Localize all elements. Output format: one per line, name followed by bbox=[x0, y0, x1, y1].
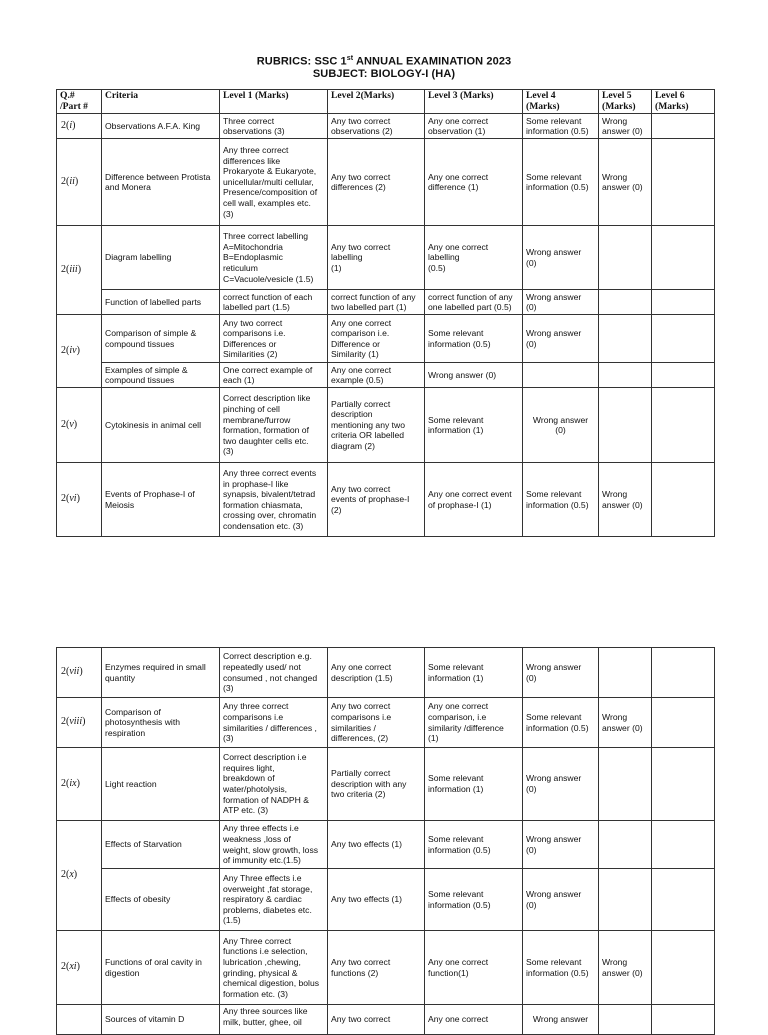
level-1-cell: Any three correct differences like Prokaryote & Eukaryote, unicellular/multi cellular, Presence/composition of cell wall, examples etc. (3) bbox=[220, 139, 328, 226]
level-5-cell bbox=[599, 290, 652, 315]
rubric-table-1 bbox=[56, 89, 715, 537]
title-text: RUBRICS: SSC 1 bbox=[256, 55, 347, 68]
level-3-cell: Some relevant information (0.5) bbox=[425, 821, 523, 869]
rubric-title bbox=[0, 55, 768, 68]
q-part: viii bbox=[69, 716, 83, 728]
level-3-cell: Any one correct function(1) bbox=[425, 931, 523, 1005]
level-6-cell bbox=[652, 931, 715, 1005]
q-suffix: ) bbox=[73, 869, 78, 881]
level-6-cell bbox=[652, 114, 715, 139]
question-number bbox=[57, 648, 102, 698]
criteria-cell: Diagram labelling bbox=[102, 226, 220, 290]
level-2-cell: Any two effects (1) bbox=[328, 869, 425, 931]
level-5-cell bbox=[599, 315, 652, 363]
q-part: iii bbox=[69, 263, 78, 275]
q-suffix: ) bbox=[73, 418, 78, 430]
criteria-cell: Enzymes required in small quantity bbox=[102, 648, 220, 698]
question-number bbox=[57, 315, 102, 388]
q-part: ii bbox=[69, 175, 75, 187]
header-criteria: Criteria bbox=[102, 90, 220, 114]
q-prefix: 2( bbox=[61, 666, 70, 678]
table-row bbox=[57, 1005, 715, 1035]
level-4-cell: Some relevant information (0.5) bbox=[523, 931, 599, 1005]
level-2-cell: Partially correct description with any two criteria (2) bbox=[328, 748, 425, 821]
table-row bbox=[57, 290, 715, 315]
level-4-cell: Wrong answer (0) bbox=[523, 290, 599, 315]
level-5-cell bbox=[599, 226, 652, 290]
criteria-cell: Difference between Protista and Monera bbox=[102, 139, 220, 226]
criteria-cell: Examples of simple & compound tissues bbox=[102, 363, 220, 388]
level-6-cell bbox=[652, 748, 715, 821]
question-number bbox=[57, 748, 102, 821]
q-suffix: ) bbox=[76, 344, 80, 356]
level-1-cell: Any two correct comparisons i.e. Differences or Similarities (2) bbox=[220, 315, 328, 363]
level-4-cell: Wrong answer (0) bbox=[523, 748, 599, 821]
q-prefix: 2( bbox=[61, 716, 70, 728]
q-prefix: 2( bbox=[61, 869, 70, 881]
criteria-cell: Effects of Starvation bbox=[102, 821, 220, 869]
q-prefix: 2( bbox=[61, 493, 70, 505]
subject-title: SUBJECT: BIOLOGY-I (HA) bbox=[312, 68, 456, 80]
level-5-cell bbox=[599, 363, 652, 388]
table-row bbox=[57, 648, 715, 698]
question-number bbox=[57, 139, 102, 226]
level-5-cell: Wrong answer (0) bbox=[599, 698, 652, 748]
q-suffix: ) bbox=[76, 493, 80, 505]
question-number bbox=[57, 821, 102, 931]
table-row bbox=[57, 388, 715, 463]
q-prefix: 2( bbox=[61, 418, 70, 430]
level-3-cell: Any one correct event of prophase-I (1) bbox=[425, 463, 523, 537]
q-suffix: ) bbox=[72, 119, 76, 131]
level-4-cell: Wrong answer (0) bbox=[523, 315, 599, 363]
question-number bbox=[57, 463, 102, 537]
level-6-cell bbox=[652, 315, 715, 363]
level-5-cell: Wrong answer (0) bbox=[599, 931, 652, 1005]
criteria-cell: Cytokinesis in animal cell bbox=[102, 388, 220, 463]
q-part: x bbox=[69, 869, 74, 881]
table-row bbox=[57, 226, 715, 290]
level-1-cell: Three correct observations (3) bbox=[220, 114, 328, 139]
level-6-cell bbox=[652, 648, 715, 698]
header-q-part: Q.# /Part # bbox=[57, 90, 102, 114]
level-3-cell: Any one correct labelling (0.5) bbox=[425, 226, 523, 290]
q-prefix: 2( bbox=[61, 344, 70, 356]
level-2-cell: Any two correct comparisons i.e similarities / differences, (2) bbox=[328, 698, 425, 748]
q-suffix: ) bbox=[74, 175, 79, 187]
q-prefix: 2( bbox=[61, 175, 70, 187]
level-4-cell: Some relevant information (0.5) bbox=[523, 114, 599, 139]
level-6-cell bbox=[652, 388, 715, 463]
table-row bbox=[57, 114, 715, 139]
header-level-2: Level 2(Marks) bbox=[328, 90, 425, 114]
question-number bbox=[57, 388, 102, 463]
q-prefix: 2( bbox=[61, 263, 70, 275]
level-6-cell bbox=[652, 463, 715, 537]
criteria-cell: Effects of obesity bbox=[102, 869, 220, 931]
header-level-3: Level 3 (Marks) bbox=[425, 90, 523, 114]
header-level-5: Level 5 (Marks) bbox=[599, 90, 652, 114]
level-6-cell bbox=[652, 821, 715, 869]
level-2-cell: Any two correct bbox=[328, 1005, 425, 1035]
level-6-cell bbox=[652, 698, 715, 748]
q-prefix: 2( bbox=[61, 119, 70, 131]
question-number bbox=[57, 226, 102, 315]
q-suffix: ) bbox=[76, 961, 80, 973]
level-2-cell: Any two correct observations (2) bbox=[328, 114, 425, 139]
level-5-cell bbox=[599, 388, 652, 463]
question-number bbox=[57, 698, 102, 748]
level-5-cell: Wrong answer (0) bbox=[599, 114, 652, 139]
level-2-cell: Partially correct description mentioning any two criteria OR labelled diagram (2) bbox=[328, 388, 425, 463]
table-row bbox=[57, 931, 715, 1005]
level-4-cell: Some relevant information (0.5) bbox=[523, 463, 599, 537]
q-prefix: 2( bbox=[61, 777, 70, 789]
level-3-cell: Some relevant information (1) bbox=[425, 388, 523, 463]
level-4-cell bbox=[523, 363, 599, 388]
level-5-cell: Wrong answer (0) bbox=[599, 139, 652, 226]
table-row bbox=[57, 869, 715, 931]
level-5-cell bbox=[599, 748, 652, 821]
table-row bbox=[57, 363, 715, 388]
level-3-cell: Some relevant information (0.5) bbox=[425, 869, 523, 931]
level-4-cell: Wrong answer (0) bbox=[523, 388, 599, 463]
criteria-cell: Comparison of simple & compound tissues bbox=[102, 315, 220, 363]
criteria-cell: Comparison of photosynthesis with respiration bbox=[102, 698, 220, 748]
q-prefix: 2( bbox=[61, 961, 70, 973]
header-level-1: Level 1 (Marks) bbox=[220, 90, 328, 114]
criteria-cell: Functions of oral cavity in digestion bbox=[102, 931, 220, 1005]
level-5-cell: Wrong answer (0) bbox=[599, 463, 652, 537]
q-suffix: ) bbox=[79, 666, 83, 678]
level-6-cell bbox=[652, 1005, 715, 1035]
level-1-cell: One correct example of each (1) bbox=[220, 363, 328, 388]
criteria-cell: Light reaction bbox=[102, 748, 220, 821]
level-2-cell: Any two correct functions (2) bbox=[328, 931, 425, 1005]
table-row bbox=[57, 315, 715, 363]
level-1-cell: Any three correct comparisons i.e similarities / differences , (3) bbox=[220, 698, 328, 748]
level-2-cell: Any two correct labelling (1) bbox=[328, 226, 425, 290]
level-6-cell bbox=[652, 139, 715, 226]
level-1-cell: Correct description like pinching of cell membrane/furrow formation, formation of two daughter cells etc. (3) bbox=[220, 388, 328, 463]
level-6-cell bbox=[652, 869, 715, 931]
q-part: vi bbox=[69, 493, 77, 505]
level-3-cell: Wrong answer (0) bbox=[425, 363, 523, 388]
level-3-cell: Any one correct bbox=[425, 1005, 523, 1035]
table-row bbox=[57, 748, 715, 821]
level-2-cell: Any two correct differences (2) bbox=[328, 139, 425, 226]
level-4-cell: Wrong answer (0) bbox=[523, 226, 599, 290]
level-2-cell: Any one correct comparison i.e. Difference or Similarity (1) bbox=[328, 315, 425, 363]
level-5-cell bbox=[599, 648, 652, 698]
level-2-cell: Any one correct description (1.5) bbox=[328, 648, 425, 698]
question-number bbox=[57, 114, 102, 139]
level-6-cell bbox=[652, 363, 715, 388]
level-1-cell: Any three correct events in prophase-I like synapsis, bivalent/tetrad formation chiasmata, crossing over, chromatin condensation etc. (3) bbox=[220, 463, 328, 537]
level-4-cell: Wrong answer (0) bbox=[523, 869, 599, 931]
level-1-cell: correct function of each labelled part (1.5) bbox=[220, 290, 328, 315]
title-text-rest: ANNUAL EXAMINATION 2023 bbox=[353, 55, 512, 68]
question-number bbox=[57, 1005, 102, 1035]
q-part: xi bbox=[69, 961, 77, 973]
level-5-cell bbox=[599, 869, 652, 931]
title-superscript: st bbox=[346, 55, 354, 62]
header-level-4: Level 4 (Marks) bbox=[523, 90, 599, 114]
level-2-cell: correct function of any two labelled part (1) bbox=[328, 290, 425, 315]
table-row bbox=[57, 698, 715, 748]
question-number bbox=[57, 931, 102, 1005]
level-4-cell: Wrong answer (0) bbox=[523, 821, 599, 869]
q-part: ix bbox=[69, 777, 77, 789]
level-2-cell: Any two correct events of prophase-I (2) bbox=[328, 463, 425, 537]
level-4-cell: Some relevant information (0.5) bbox=[523, 698, 599, 748]
table-row bbox=[57, 821, 715, 869]
level-3-cell: Some relevant information (1) bbox=[425, 748, 523, 821]
level-4-cell: Some relevant information (0.5) bbox=[523, 139, 599, 226]
level-4-cell: Wrong answer bbox=[523, 1005, 599, 1035]
level-3-cell: Any one correct comparison, i.e similarity /difference (1) bbox=[425, 698, 523, 748]
level-3-cell: correct function of any one labelled part (0.5) bbox=[425, 290, 523, 315]
table-row bbox=[57, 139, 715, 226]
criteria-cell: Sources of vitamin D bbox=[102, 1005, 220, 1035]
header-level-6: Level 6 (Marks) bbox=[652, 90, 715, 114]
level-1-cell: Any Three correct functions i.e selection, lubrication ,chewing, grinding, physical & chemical digestion, bolus formation etc. (3) bbox=[220, 931, 328, 1005]
q-part: i bbox=[69, 119, 73, 131]
q-suffix: ) bbox=[76, 777, 80, 789]
level-3-cell: Some relevant information (0.5) bbox=[425, 315, 523, 363]
level-3-cell: Any one correct difference (1) bbox=[425, 139, 523, 226]
rubric-table-2 bbox=[56, 647, 715, 1035]
level-1-cell: Correct description e.g. repeatedly used/ not consumed , not changed (3) bbox=[220, 648, 328, 698]
q-part: vii bbox=[69, 666, 80, 678]
level-1-cell: Three correct labelling A=Mitochondria B=Endoplasmic reticulum C=Vacuole/vesicle (1.5) bbox=[220, 226, 328, 290]
level-1-cell: Any three effects i.e weakness ,loss of weight, slow growth, loss of immunity etc.(1.5) bbox=[220, 821, 328, 869]
q-suffix: ) bbox=[77, 263, 82, 275]
table-row bbox=[57, 463, 715, 537]
level-3-cell: Any one correct observation (1) bbox=[425, 114, 523, 139]
level-5-cell bbox=[599, 1005, 652, 1035]
q-part: iv bbox=[69, 344, 77, 356]
level-6-cell bbox=[652, 290, 715, 315]
level-4-cell: Wrong answer (0) bbox=[523, 648, 599, 698]
criteria-cell: Function of labelled parts bbox=[102, 290, 220, 315]
level-2-cell: Any one correct example (0.5) bbox=[328, 363, 425, 388]
table-header-row bbox=[57, 90, 715, 114]
criteria-cell: Events of Prophase-I of Meiosis bbox=[102, 463, 220, 537]
level-1-cell: Any three sources like milk, butter, ghee, oil bbox=[220, 1005, 328, 1035]
level-5-cell bbox=[599, 821, 652, 869]
level-1-cell: Correct description i.e requires light, breakdown of water/photolysis, formation of NADPH & ATP etc. (3) bbox=[220, 748, 328, 821]
q-part: v bbox=[69, 418, 74, 430]
level-6-cell bbox=[652, 226, 715, 290]
level-2-cell: Any two effects (1) bbox=[328, 821, 425, 869]
q-suffix: ) bbox=[82, 716, 86, 728]
level-3-cell: Some relevant information (1) bbox=[425, 648, 523, 698]
level-1-cell: Any Three effects i.e overweight ,fat storage, respiratory & cardiac problems, diabetes etc. (1.5) bbox=[220, 869, 328, 931]
criteria-cell: Observations A.F.A. King bbox=[102, 114, 220, 139]
